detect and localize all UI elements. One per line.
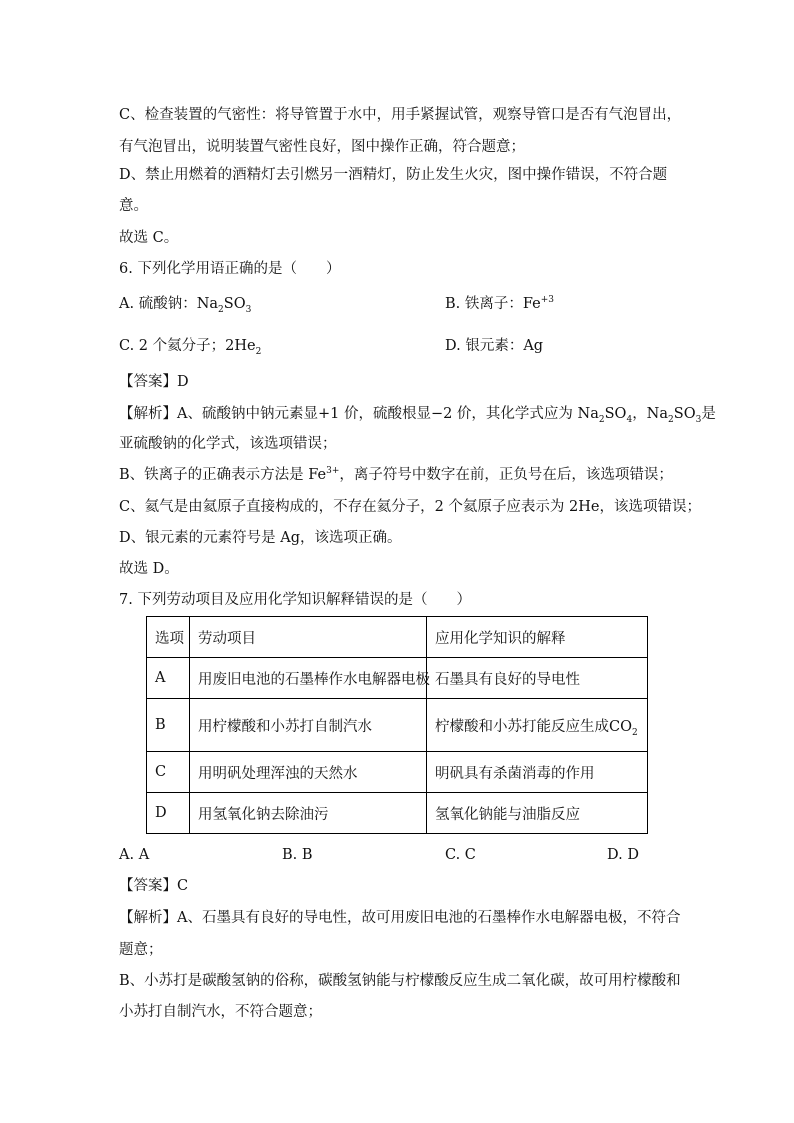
table-cell: C: [147, 752, 190, 793]
table-cell: 用明矾处理浑浊的天然水: [190, 752, 427, 793]
q6-option-a: A. 硫酸钠：$Na_2SO_3$: [119, 296, 252, 315]
table-cell: 柠檬酸和小苏打能反应生成$CO_2$: [427, 699, 648, 752]
q7-choice-c: C. C: [445, 847, 476, 863]
q7-answer: 【答案】C: [119, 878, 189, 894]
table-cell: 氢氧化钠能与油脂反应: [427, 793, 648, 834]
q6-conclusion: 故选 D。: [119, 561, 179, 577]
q6-analysis-d: D、银元素的元素符号是 Ag，该选项正确。: [119, 530, 402, 546]
q7-analysis-b-cont: 小苏打自制汽水，不符合题意；: [119, 1004, 322, 1020]
table-header-cell: 选项: [147, 617, 190, 658]
table-cell: D: [147, 793, 190, 834]
table-header-cell: 应用化学知识的解释: [427, 617, 648, 658]
q6-analysis-a-cont: 亚硫酸钠的化学式，该选项错误；: [119, 436, 337, 452]
q6-analysis-b: B、铁离子的正确表示方法是 $Fe^{3+}$，离子符号中数字在前，正负号在后，该选项错误；: [119, 466, 673, 483]
q6-analysis-c: C、氦气是由氦原子直接构成的，不存在氦分子，2 个氦原子应表示为 2He，该选项错误；: [119, 499, 701, 515]
table-cell: 用柠檬酸和小苏打自制汽水: [190, 699, 427, 752]
q7-analysis-b: B、小苏打是碳酸氢钠的俗称，碳酸氢钠能与柠檬酸反应生成二氧化碳，故可用柠檬酸和: [119, 973, 681, 989]
q6-option-b: B. 铁离子：$Fe^{+3}$: [445, 295, 555, 312]
table-cell: 明矾具有杀菌消毒的作用: [427, 752, 648, 793]
question-6-stem: 6. 下列化学用语正确的是（ ）: [119, 261, 341, 277]
q7-analysis-a: 【解析】A、石墨具有良好的导电性，故可用废旧电池的石墨棒作水电解器电极，不符合: [119, 910, 681, 926]
table-cell: A: [147, 658, 190, 699]
q7-table: [146, 616, 648, 834]
q6-option-c: C. 2 个氦分子；$2He_2$: [119, 338, 262, 357]
table-cell: 用氢氧化钠去除油污: [190, 793, 427, 834]
table-cell: 石墨具有良好的导电性: [427, 658, 648, 699]
q7-choice-a: A. A: [119, 847, 150, 863]
question-7-stem: 7. 下列劳动项目及应用化学知识解释错误的是（ ）: [119, 592, 471, 608]
table-header-cell: 劳动项目: [190, 617, 427, 658]
table-row: [147, 793, 648, 834]
q7-analysis-a-cont: 题意；: [119, 942, 163, 958]
explanation-line-d-cont: 意。: [119, 198, 148, 214]
table-row: [147, 658, 648, 699]
q7-choice-b: B. B: [282, 847, 313, 863]
explanation-line-c: C、检查装置的气密性：将导管置于水中，用手紧握试管，观察导管口是否有气泡冒出，: [119, 107, 682, 123]
q6-option-d: D. 银元素：Ag: [445, 338, 544, 354]
table-header-row: [147, 617, 648, 658]
explanation-line-c-cont: 有气泡冒出，说明装置气密性良好，图中操作正确，符合题意；: [119, 139, 525, 155]
explanation-line-d: D、禁止用燃着的酒精灯去引燃另一酒精灯，防止发生火灾，图中操作错误，不符合题: [119, 167, 668, 183]
q6-analysis-a: 【解析】A、硫酸钠中钠元素显+1 价，硫酸根显−2 价，其化学式应为 $Na_2SO_4$，$Na_2SO_3$是: [119, 406, 716, 425]
table-cell: 用废旧电池的石墨棒作水电解器电极: [190, 658, 427, 699]
conclusion-line: 故选 C。: [119, 230, 179, 246]
q6-answer: 【答案】D: [119, 374, 189, 390]
table-row: [147, 699, 648, 752]
table-cell: B: [147, 699, 190, 752]
table-row: [147, 752, 648, 793]
q7-choice-d: D. D: [607, 847, 639, 863]
